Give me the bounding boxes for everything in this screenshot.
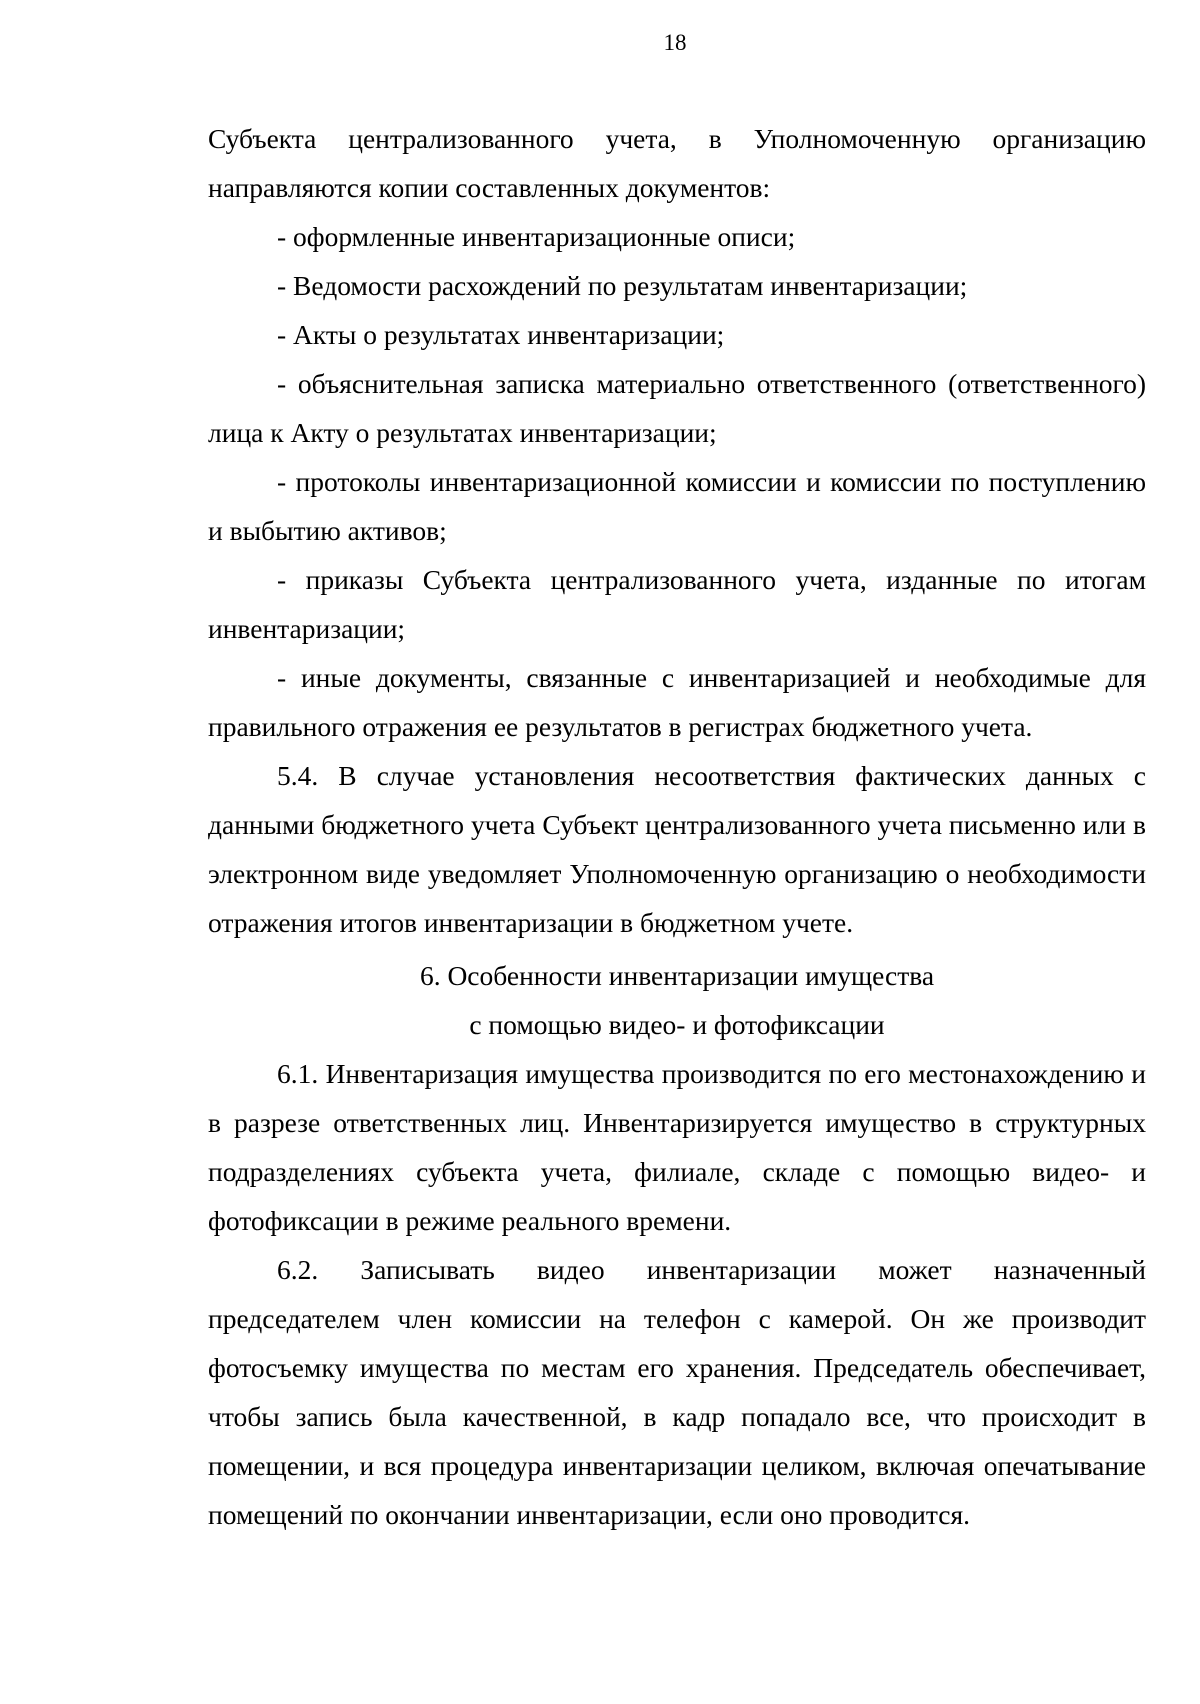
list-item: - оформленные инвентаризационные описи; — [277, 221, 796, 252]
list-item: - протоколы инвентаризационной комиссии и комиссии по поступлению и выбытию активов; — [208, 466, 1146, 546]
list-item: - иные документы, связанные с инвентаризацией и необходимые для правильного отражения ее результатов в регистрах бюджетного учета. — [208, 662, 1146, 742]
list-item: - объяснительная записка материально ответственного (ответственного) лица к Акту о результатах инвентаризации; — [208, 368, 1146, 448]
clause-6-2: 6.2. Записывать видео инвентаризации может назначенный председателем член комиссии на телефон с камерой. Он же производит фотосъемку имущества по местам его хранения. Председатель обеспечивает, чтобы запись была качественной, в кадр попадало все, что происходит в помещении, и вся процедура инвентаризации целиком, включая опечатывание помещений по окончании инвентаризации, если оно проводится. — [208, 1254, 1146, 1530]
section-heading-line-2: с помощью видео- и фотофиксации — [469, 1009, 885, 1040]
list-item: - Акты о результатах инвентаризации; — [277, 319, 725, 350]
page-number: 18 — [663, 30, 687, 55]
section-heading-line-1: 6. Особенности инвентаризации имущества — [419, 960, 935, 991]
clause-6-1: 6.1. Инвентаризация имущества производится по его местонахождению и в разрезе ответственных лиц. Инвентаризируется имущество в структурных подразделениях субъекта учета, филиале, складе с помощью видео- и фотофиксации в режиме реального времени. — [208, 1058, 1146, 1236]
clause-5-4: 5.4. В случае установления несоответствия фактических данных с данными бюджетного учета Субъект централизованного учета письменно или в электронном виде уведомляет Уполномоченную организацию о необходимости отражения итогов инвентаризации в бюджетном учете. — [208, 760, 1146, 938]
document-body — [208, 114, 1146, 1539]
paragraph-continuation: Субъекта централизованного учета, в Уполномоченную организацию направляются копии составленных документов: — [208, 123, 1146, 203]
list-item: - Ведомости расхождений по результатам инвентаризации; — [277, 270, 968, 301]
list-item: - приказы Субъекта централизованного учета, изданные по итогам инвентаризации; — [208, 564, 1146, 644]
